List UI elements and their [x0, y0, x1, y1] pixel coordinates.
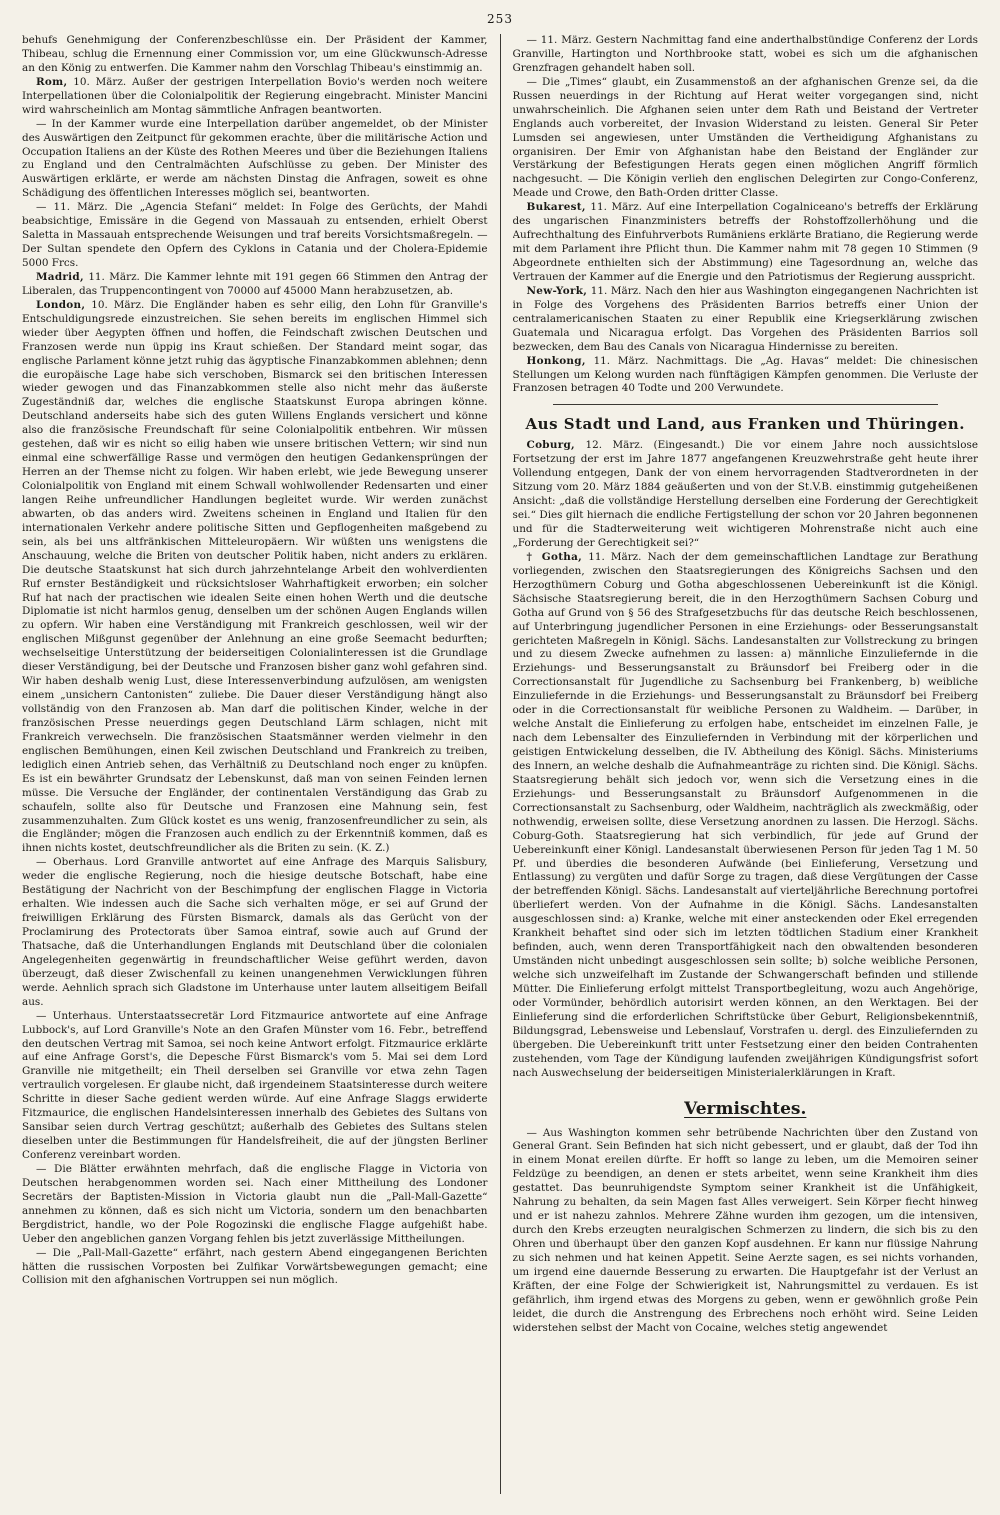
right-column [513, 34, 979, 1494]
dateline: Coburg, [526, 439, 575, 452]
article-text: 11. März. Die Kammer lehnte mit 191 gegen 66 Stimmen den Antrag der Liberalen, das Truppencontingent von 70000 auf 45000 Mann herabzusetzen, ab. [22, 270, 488, 297]
article-text: 11. März. Auf eine Interpellation Cogalniceano's betreffs der Erklärung des ungarischen Finanzministers betreffs der Rohstoffzollerhöhung und die Aufrechthaltung des Einfuhrverbots Rumäniens erklärte Bratiano, die Regierung werde mit dem Parlament ihre Pflicht thun. Die Kammer nahm mit 78 gegen 10 Stimmen (9 Abgeordnete enthielten sich der Abstimmung) eine Tagesordnung an, welche das Vertrauen der Kammer auf die Energie und den Patriotismus der Regierung ausspricht. [512, 201, 978, 283]
article-text: 11. März. Nach den hier aus Washington eingegangenen Nachrichten ist in Folge des Vorgehens des Präsidenten Barrios betreffs einer Union der centralamericanischen Staaten zu einer Republik eine Kriegserklärung zwischen Guatemala und Nicaragua erfolgt. Das Vorgehen des Präsidenten Barrios soll bezwecken, dem Bau des Canals von Nicaragua Hindernisse zu bereiten. [512, 284, 978, 353]
article-paragraph: — Die Blätter erwähnten mehrfach, daß die englische Flagge in Victoria von Deutschen herabgenommen worden sei. Nach einer Mittheilung des Londoner Secretärs der Baptisten-Mission in Victoria glaubt nun die „Pall-Mall-Gazette“ annehmen zu können, daß es sich nicht um Victoria, sondern um den benachbarten Bergdistrict, handle, wo der Pole Rogozinski die englische Flagge aufgehißt habe. Ueber den angeblichen ganzen Vorgang fehlen bis jetzt zuverlässige Mittheilungen. [22, 1162, 488, 1245]
article-paragraph: — In der Kammer wurde eine Interpellation darüber angemeldet, ob der Minister des Auswärtigen den Zeitpunct für gekommen erachte, über die militärische Action und Occupation Italiens an der Küste des Rothen Meeres und über die Beziehungen Italiens zu England und den Centralmächten Aufschlüsse zu geben. Der Minister des Auswärtigen erklärte, er werde am nächsten Dinstag die Anfragen, soweit es ohne Schädigung des öffentlichen Interesses möglich sei, beantworten. [22, 117, 488, 200]
page-number: 253 [487, 12, 513, 26]
vermischtes-title: Vermischtes. [684, 1098, 807, 1119]
article-paragraph [22, 299, 488, 857]
article-paragraph: — Unterhaus. Unterstaatssecretär Lord Fitzmaurice antwortete auf eine Anfrage Lubbock's, auf Lord Granville's Note an den Grafen Münster vom 16. Febr., betreffend den deutschen Vertrag mit Samoa, sei noch keine Antwort erfolgt. Fitzmaurice erklärte auf eine Anfrage Gorst's, die Depesche Fürst Bismarck's vom 5. Mai sei dem Lord Granville nie mitgetheilt; ein Theil derselben sei Granville vor etwa zehn Tagen vertraulich vorgelesen. Er glaube nicht, daß irgendeinem Staatsinteresse durch weitere Schritte in dieser Sache gedient werden würde. Auf eine Anfrage Slaggs erwiderte Fitzmaurice, die englischen Handelsinteressen innerhalb des Gebietes des Sultans von Sansibar seien durch Vertrag geschützt; außerhalb des Gebietes des Sultans stelen dieselben unter die Bestimmungen für Handelsfreiheit, die auf der jüngsten Berliner Conferenz vereinbart worden. [22, 1009, 488, 1161]
article-text: 10. März. Außer der gestrigen Interpellation Bovio's werden noch weitere Interpellationen über die Colonialpolitik der Regierung eingebracht. Minister Mancini wird wahrscheinlich am Montag sämmtliche Anfragen beantworten. [22, 75, 488, 116]
column-divider [500, 34, 501, 1494]
article-paragraph [22, 271, 488, 299]
article-paragraph: — Die „Times“ glaubt, ein Zusammenstoß an der afghanischen Grenze sei, da die Russen neuerdings in der Richtung auf Herat weiter vorgegangen sind, nicht unwahrscheinlich. Die Afghanen seien unter dem Rath und Beistand der Vertreter Englands auch vorbereitet, der Invasion Widerstand zu leisten. General Sir Peter Lumsden sei angewiesen, unter Umständen die Vertheidigung Afghanistans zu organisiren. Der Emir von Afghanistan habe den Beistand der Engländer zur Verstärkung der Befestigungen Herats gegen einen möglichen Angriff förmlich nachgesucht. — Die Königin verlieh den englischen Delegirten zur Congo-Conferenz, Meade und Crowe, den Bath-Orden dritter Classe. [512, 75, 978, 200]
article-text: 12. März. (Eingesandt.) Die vor einem Jahre noch aussichtslose Fortsetzung der erst im Jahre 1877 angefangenen Kreuzwehrstraße geht heute ihrer Vollendung entgegen, Dank der von einem hervorragenden Stadtverordneten in der Sitzung vom 20. März 1884 geäußerten und von der St.V.B. einstimmig gutgeheißenen Ansicht: „daß die vollständige Herstellung derselben eine Forderung der Gerechtigkeit sei.“ Dies gilt hiernach die endliche Fertigstellung der schon vor 20 Jahren begonnenen und für die Stadterweiterung weit wichtigeren Mohrenstraße nicht auch eine „Forderung der Gerechtigkeit sei?“ [512, 439, 978, 549]
article-text: 10. März. Die Engländer haben es sehr eilig, den Lohn für Granville's Entschuldigungsrede einzustreichen. Sie sehen bereits im englischen Himmel sich wieder über Aegypten öffnen und hoffen, die Feindschaft zwischen Deutschen und Franzosen werde nun üppig ins Kraut schießen. Der Standard meint sogar, das englische Parlament könne jetzt ruhig das ägyptische Finanzabkommen ablehnen; denn die europäische Lage habe sich verschoben, Bismarck sei den britischen Interessen wieder gewogen und das Finanzabkommen stelle also nicht mehr das äußerste Zugeständniß dar, welches die englische Staatskunst Europa abringen könne. Deutschland anderseits habe sich des guten Willens Englands versichert und könne also die französische Freundschaft für seine Colonialpolitik entbehren. Wir müssen gestehen, daß wir es nicht so eilig haben wie unsere britischen Vettern; wir sind nun einmal eine schwerfällige Rasse und vermögen den heutigen Gedankensprüngen der Herren an der Themse nicht zu folgen. Wir haben erlebt, wie jede Bewegung unserer Colonialpolitik von England mit einem Schwall wohlwollender Redensarten und einer langen Reihe unfreundlicher Handlungen begleitet wurde. Wir werden zunächst abwarten, ob das anders wird. Zweitens scheinen in England und Italien für den internationalen Verkehr andere politische Sitten und Gepflogenheiten maßgebend zu sein, als bei uns altfränkischen Mitteleuropäern. Wir wüßten uns wenigstens die Anschauung, welche die Briten von deutscher Politik haben, nicht anders zu erklären. Die deutsche Staatskunst hat sich durch jahrzehntelange Arbeit den wohlverdienten Ruf ernster Beständigkeit und rücksichtsloser Wahrhaftigkeit erworben; ein solcher Ruf hat nach der practischen wie idealen Seite einen hohen Werth und die deutsche Diplomatie ist nicht harmlos genug, denselben um der schönen Augen Englands willen zu opfern. Wir haben eine Verständigung mit Frankreich geschlossen, weil wir der englischen Mißgunst gegenüber der Anlehnung an eine große Seemacht bedurften; wechselseitige Unterstützung der beiderseitigen Colonialinteressen ist die Grundlage dieser Verständigung, bei der Deutsche und Franzosen bisher ganz wohl gefahren sind. Wir haben deshalb wenig Lust, diese Interessenverbindung aufzulösen, am wenigsten einem „unsichern Cantonisten“ zuliebe. Die Dauer dieser Verständigung hängt also vollständig von den Franzosen ab. Man darf die politischen Kinder, welche in der französischen Presse neuerdings gegen Deutschland Lärm schlagen, nicht mit Frankreich verwechseln. Die französischen Staatsmänner werden vielmehr in den englischen Bemühungen, einen Keil zwischen Deutschland und Frankreich zu treiben, lediglich einen Antrieb sehen, das Verhältniß zu Deutschland noch enger zu knüpfen. Es ist ein bewährter Grundsatz der Lebenskunst, daß man von seinen Feinden lernen müsse. Die Versuche der Engländer, der continentalen Verständigung das Grab zu schaufeln, sollte also für Deutsche und Franzosen eine Mahnung sein, fest zusammenzuhalten. Zum Glück kostet es uns wenig, franzosenfreundlicher zu sein, als die Engländer; mögen die Franzosen auch endlich zu der Erkenntniß kommen, daß es ihnen nichts kostet, deutschfreundlicher als die Briten zu sein. (K. Z.) [22, 298, 488, 855]
dateline: London, [36, 298, 86, 311]
dateline: New-York, [526, 284, 588, 297]
article-paragraph: — Aus Washington kommen sehr betrübende Nachrichten über den Zustand von General Grant. Sein Befinden hat sich nicht gebessert, und er glaubt, daß der Tod ihn in einem Monat ereilen dürfte. Er hofft so lange zu leben, um die Memoiren seiner Feldzüge zu beendigen, an denen er stets arbeitet, wenn seine Krankheit ihm dies gestattet. Das beunruhigendste Symptom seiner Krankheit ist die Unfähigkeit, Nahrung zu behalten, da sein Magen fast Alles verweigert. Sein Körper fiecht hinweg und er ist nahezu zahnlos. Mehrere Zähne wurden ihm gezogen, um die intensiven, durch den Krebs erzeugten neuralgischen Schmerzen zu lindern, die sich bis zu den Ohren und überhaupt über den ganzen Kopf ausdehnen. Er kann nur flüssige Nahrung zu sich nehmen und hat keinen Appetit. Seine Aerzte sagen, es sei nichts vorhanden, um irgend eine dauernde Besserung zu erwarten. Die Hauptgefahr ist der Verlust an Kräften, der eine Folge der Schwierigkeit ist, Nahrungsmittel zu verdauen. Es ist gefährlich, ihm irgend etwas des Morgens zu geben, wenn er gewöhnlich große Pein leidet, die durch die Anstrengung des Erbrechens noch erhöht wird. Seine Leiden widerstehen selbst der Macht von Cocaine, welches stetig angewendet [512, 1126, 978, 1334]
dateline: Honkong, [526, 354, 586, 367]
section-divider [553, 404, 939, 405]
section-title: Aus Stadt und Land, aus Franken und Thüringen. [525, 415, 965, 434]
article-text: 11. März. Nach der dem gemeinschaftlichen Landtage zur Berathung vorliegenden, zwischen den Staatsregierungen des Königreichs Sachsen und den Herzogthümern Coburg und Gotha abgeschlossenen Uebereinkunft ist die Königl. Sächsische Staatsregierung bereit, die in den Herzogthümern Sachsen Coburg und Gotha auf Grund von § 56 des Strafgesetzbuchs für das deutsche Reich beschlossenen, auf Unterbringung jugendlicher Personen in eine Erziehungs- oder Besserungsanstalt gerichteten Maßregeln in Königl. Sächs. Landesanstalten zur Vollstreckung zu bringen und zu diesem Zwecke aufnehmen zu lassen: a) männliche Einzuliefernde in die Erziehungs- und Besserungsanstalt zu Bräunsdorf bei Freiberg oder in die Correctionsanstalt für Jugendliche zu Sachsenburg bei Frankenberg, b) weibliche Einzuliefernde in die Erziehungs- und Besserungsanstalt zu Bräunsdorf bei Freiberg oder in die Correctionsanstalt für weibliche Personen zu Waldheim. — Darüber, in welche Anstalt die Einlieferung zu erfolgen habe, entscheidet im einzelnen Falle, je nach dem Lebensalter des Einzuliefernden in Verbindung mit der körperlichen und geistigen Entwickelung desselben, die IV. Abtheilung des Königl. Sächs. Ministeriums des Innern, an welche deshalb die Aufnahmeanträge zu richten sind. Die Königl. Sächs. Staatsregierung behält sich jedoch vor, wenn sich die Versetzung eines in die Erziehungs- und Besserungsanstalt zu Bräunsdorf Aufgenommenen in die Correctionsanstalt zu Sachsenburg, oder Waldheim, nachträglich als zweckmäßig, oder nothwendig, erweisen sollte, diese Versetzung anordnen zu lassen. Die Herzogl. Sächs. Coburg-Goth. Staatsregierung hat sich verbindlich, für jede auf Grund der Uebereinkunft einer Königl. Landesanstalt überwiesenen Person für jeden Tag 1 M. 50 Pf. und überdies die besonderen Aufwände (bei Einlieferung, Versetzung und Entlassung) zu vergüten und dafür Sorge zu tragen, daß diese Vergütungen der Casse der betreffenden Königl. Sächs. Landesanstalt auf vierteljährliche Berechnung portofrei überliefert werden. Von der Aufnahme in die Königl. Sächs. Landesanstalten ausgeschlossen sind: a) Kranke, welche mit einer ansteckenden oder Ekel erregenden Krankheit behaftet sind oder sich im letzten tödtlichen Stadium einer Krankheit befinden, auch, wenn deren Transportfähigkeit nach den obwaltenden besonderen Umständen nicht unbedingt ausgeschlossen sein sollte; b) solche weibliche Personen, welche sich unzweifelhaft im Zustande der Schwangerschaft befinden und stillende Mütter. Die Einlieferung erfolgt mittelst Transportbegleitung, wozu auch Angehörige, oder Vormünder, behördlich autorisirt werden können, an den Werktagen. Bei der Einlieferung sind die erforderlichen Schriftstücke über Geburt, Religionsbekenntniß, Bildungsgrad, Lebensweise und Lebenslauf, Vorstrafen u. dergl. des Einzuliefernden zu übergeben. Die Uebereinkunft tritt unter Festsetzung einer den beiden Contrahenten zustehenden, vom Tage der Kündigung laufenden zweijährigen Kündigungsfrist sofort nach Auswechselung der beiderseitigen Ministerialerklärungen in Kraft. [512, 550, 978, 1079]
dateline: Rom, [36, 75, 68, 88]
article-paragraph [513, 439, 979, 551]
article-paragraph: — Die „Pall-Mall-Gazette“ erfährt, nach gestern Abend eingegangenen Berichten hätten die russischen Vorposten bei Zulfikar Vorwärtsbewegungen gemacht; eine Collision mit den afghanischen Vortruppen sei nun möglich. [22, 1246, 488, 1287]
article-paragraph [513, 551, 979, 1081]
article-paragraph: — 11. März. Die „Agencia Stefani“ meldet: In Folge des Gerüchts, der Mahdi beabsichtige, Emissäre in die Gegend von Massauah zu entsenden, erhielt Oberst Saletta in Massauah entsprechende Weisungen und traf bereits Vorsichtsmaßregeln. — Der Sultan spendete den Opfern des Cyklons in Catania und der Cholera-Epidemie 5000 Frcs. [22, 201, 488, 269]
dateline: † Gotha, [526, 550, 583, 563]
article-paragraph [513, 201, 979, 285]
article-paragraph [22, 76, 488, 118]
dateline: Bukarest, [526, 201, 586, 214]
article-paragraph [513, 285, 979, 355]
article-paragraph: — Oberhaus. Lord Granville antwortet auf eine Anfrage des Marquis Salisbury, weder die englische Regierung, noch die hiesige deutsche Botschaft, habe eine Bestätigung der Nachricht von der Beschimpfung der englischen Flagge in Victoria erhalten. Wie indessen auch die Sache sich verhalten möge, er sei auf Grund der freiwilligen Erklärung des Fürsten Bismarck, damals als das Gerücht von der Proclamirung des Protectorats über Samoa eintraf, sowie auch auf Grund der Thatsache, daß die Unterhandlungen Englands mit Deutschland über die colonialen Angelegenheiten gegenwärtig in freundschaftlicher Weise geführt werden, davon überzeugt, daß dieser Zwischenfall zu keinen unangenehmen Verwicklungen führen werde. Aehnlich sprach sich Gladstone im Unterhause unter lautem allseitigem Beifall aus. [22, 856, 488, 1008]
columns [22, 34, 978, 1494]
dateline: Madrid, [36, 270, 84, 283]
article-paragraph: — 11. März. Gestern Nachmittag fand eine anderthalbstündige Conferenz der Lords Granville, Hartington und Northbrooke statt, wobei es sich um die afghanischen Grenzfragen gehandelt haben soll. [512, 34, 978, 74]
article-paragraph: behufs Genehmigung der Conferenzbeschlüsse ein. Der Präsident der Kammer, Thibeau, schlug die Ernennung einer Commission vor, um eine Glückwunsch-Adresse an den König zu entwerfen. Die Kammer nahm den Vorschlag Thibeau's einstimmig an. [22, 34, 488, 74]
article-paragraph [513, 355, 979, 397]
article-text: 11. März. Nachmittags. Die „Ag. Havas“ meldet: Die chinesischen Stellungen um Kelong wurden nach fünftägigen Kämpfen genommen. Die Verluste der Franzosen betragen 40 Todte und 200 Verwundete. [512, 354, 978, 395]
left-column [22, 34, 488, 1494]
